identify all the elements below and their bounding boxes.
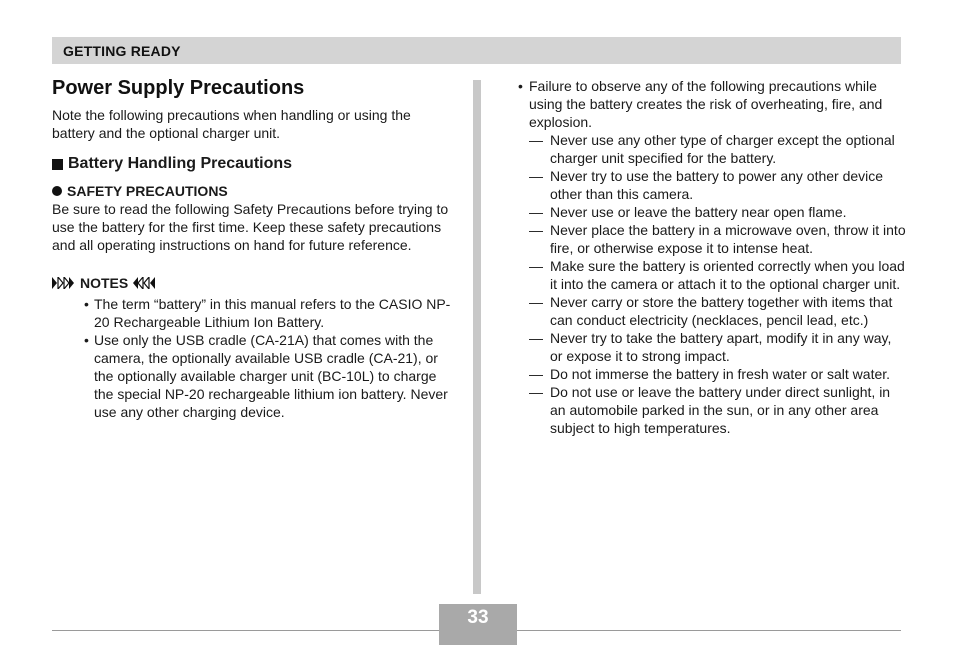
left-column (52, 76, 452, 421)
column-divider (473, 80, 481, 594)
list-item: • Use only the USB cradle (CA-21A) that comes with the camera, the optionally available USB cradle (CA-21), or the optionally available charger unit (BC-10L) to charge the special NP-20 rechargeable lithium ion battery. Never use any other charging device. (84, 331, 452, 421)
page-number-tab (439, 604, 517, 645)
list-item: — Never carry or store the battery together with items that can conduct electricity (necklaces, pencil lead, etc.) (529, 293, 907, 329)
notes-left-arrows-icon (133, 277, 155, 289)
safety-paragraph: Be sure to read the following Safety Precautions before trying to use the battery for the first time. Keep these safety precautions and all operating instructions on hand for future reference. (52, 201, 449, 253)
warning-intro: • Failure to observe any of the following precautions while using the battery creates the risk of overheating, fire, and explosion. (517, 77, 907, 131)
intro-paragraph: Note the following precautions when handling or using the battery and the optional charger unit. (52, 107, 411, 141)
black-square-icon (52, 159, 63, 170)
safety-precautions-heading-text: SAFETY PRECAUTIONS (67, 183, 228, 199)
black-circle-icon (52, 186, 62, 196)
notes-list (52, 295, 452, 421)
warning-list (517, 131, 907, 437)
list-item: — Do not use or leave the battery under direct sunlight, in an automobile parked in the sun, or in any other area subject to high temperatures. (529, 383, 907, 437)
list-item: • The term “battery” in this manual refers to the CASIO NP-20 Rechargeable Lithium Ion Battery. (84, 295, 452, 331)
list-item: — Never place the battery in a microwave oven, throw it into fire, or otherwise expose it to intense heat. (529, 221, 907, 257)
notes-right-arrows-icon (52, 277, 74, 289)
section-header-bar (52, 37, 901, 64)
page-number: 33 (467, 607, 489, 628)
safety-precautions-heading (52, 182, 452, 200)
list-item: — Make sure the battery is oriented correctly when you load it into the camera or attach it to the optional charger unit. (529, 257, 907, 293)
battery-handling-heading-text: Battery Handling Precautions (68, 155, 293, 172)
notes-heading (52, 274, 452, 292)
right-column (517, 77, 907, 437)
list-item: — Do not immerse the battery in fresh water or salt water. (529, 365, 907, 383)
list-item: — Never use any other type of charger except the optional charger unit specified for the battery. (529, 131, 907, 167)
notes-label: NOTES (80, 275, 129, 291)
section-label: GETTING READY (63, 43, 181, 59)
list-item: — Never try to take the battery apart, modify it in any way, or expose it to strong impact. (529, 329, 907, 365)
list-item: — Never try to use the battery to power any other device other than this camera. (529, 167, 907, 203)
list-item: — Never use or leave the battery near open flame. (529, 203, 907, 221)
page-title: Power Supply Precautions (52, 77, 305, 99)
battery-handling-heading (52, 154, 452, 174)
